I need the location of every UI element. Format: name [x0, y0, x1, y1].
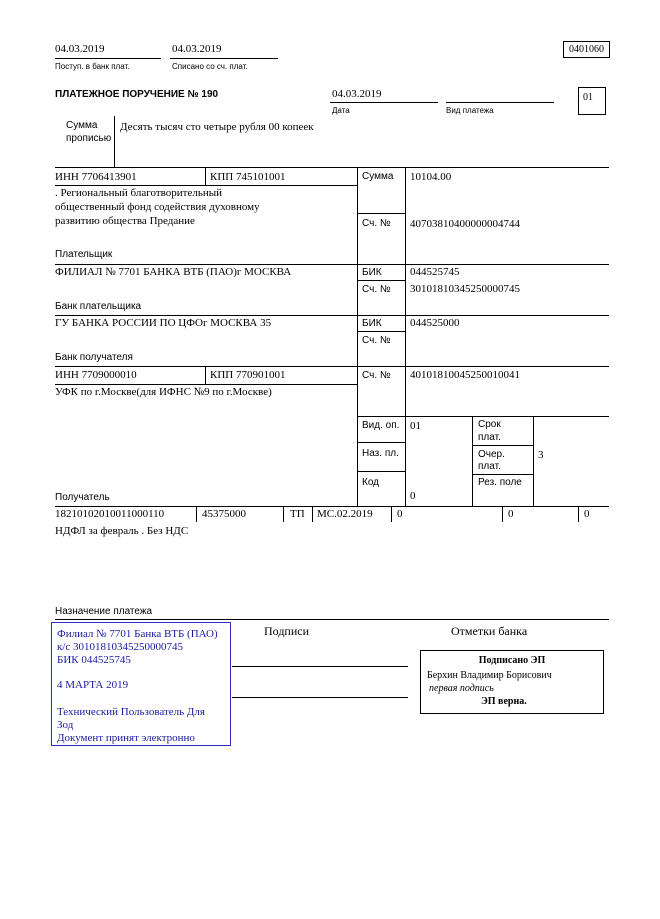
- queue-label-1: Очер.: [478, 449, 505, 460]
- payer-account-value: 40703810400000004744: [410, 218, 520, 230]
- basis-value: ТП: [290, 508, 305, 520]
- amount-words-label-1: Сумма: [66, 120, 98, 131]
- document-date: 04.03.2019: [332, 88, 382, 100]
- e-signature-title: Подписано ЭП: [478, 655, 546, 666]
- op-type-value: 01: [410, 420, 421, 432]
- payer-label: Плательщик: [55, 249, 113, 260]
- term-label-1: Срок: [478, 419, 501, 430]
- received-date: 04.03.2019: [55, 43, 105, 55]
- recipient-bank-account-label: Сч. №: [362, 335, 391, 346]
- doc-date-value: 0: [508, 508, 514, 520]
- bank-stamp-line-1: Филиал № 7701 Банка ВТБ (ПАО): [57, 628, 218, 640]
- recipient-bank-label: Банк получателя: [55, 352, 133, 363]
- payer-name-line-2: общественный фонд содействия духовному: [55, 201, 260, 213]
- recipient-account-label: Сч. №: [362, 370, 391, 381]
- e-signature-stamp: [420, 650, 604, 714]
- bank-marks-title: Отметки банка: [451, 624, 528, 638]
- oktmo-value: 45375000: [202, 508, 246, 520]
- payer-bank-bik-value: 044525745: [410, 266, 460, 278]
- payer-sum-label: Сумма: [362, 171, 394, 182]
- recipient-bank-bik-label: БИК: [362, 318, 382, 329]
- code-value: 0: [410, 490, 416, 502]
- queue-label-2: плат.: [478, 461, 501, 472]
- recipient-bank-bik-value: 044525000: [410, 317, 460, 329]
- tax-payment-type-value: 0: [584, 508, 590, 520]
- reserve-field-label: Рез. поле: [478, 477, 522, 488]
- payer-kpp: КПП 745101001: [210, 171, 286, 183]
- payer-bank-label: Банк плательщика: [55, 301, 142, 312]
- term-label-2: плат.: [478, 432, 501, 443]
- recipient-name: УФК по г.Москве(для ИФНС №9 по г.Москве): [55, 386, 272, 398]
- e-signature-role: первая подпись: [429, 683, 494, 694]
- payer-bank-account-label: Сч. №: [362, 284, 391, 295]
- purpose-label: Назначение платежа: [55, 606, 153, 617]
- payment-type-label: Вид платежа: [446, 106, 494, 115]
- document-date-label: Дата: [332, 106, 350, 115]
- payer-bank-bik-label: БИК: [362, 267, 382, 278]
- purpose-text: НДФЛ за февраль . Без НДС: [55, 525, 189, 537]
- recipient-kpp: КПП 770901001: [210, 369, 286, 381]
- form-code-box: 0401060: [563, 41, 610, 58]
- payer-account-label: Сч. №: [362, 218, 391, 229]
- op-type-label: Вид. оп.: [362, 420, 400, 431]
- bank-stamp-line-6: Зод: [57, 719, 74, 731]
- recipient-inn: ИНН 7709000010: [55, 369, 137, 381]
- received-date-label: Поступ. в банк плат.: [55, 62, 130, 71]
- queue-value: 3: [538, 449, 544, 461]
- document-title: ПЛАТЕЖНОЕ ПОРУЧЕНИЕ № 190: [55, 89, 219, 100]
- debited-date: 04.03.2019: [172, 43, 222, 55]
- payer-bank-account-value: 30101810345250000745: [410, 283, 520, 295]
- signatures-title: Подписи: [264, 624, 310, 638]
- payer-name-line-1: . Региональный благотворительный: [55, 187, 222, 199]
- doc-number-value: 0: [397, 508, 403, 520]
- code-label: Код: [362, 477, 380, 488]
- recipient-bank-name: ГУ БАНКА РОССИИ ПО ЦФОг МОСКВА 35: [55, 317, 272, 329]
- debited-date-label: Списано со сч. плат.: [172, 62, 248, 71]
- e-signature-verified: ЭП верна.: [481, 696, 527, 707]
- bank-stamp-line-7: Документ принят электронно: [57, 732, 195, 744]
- kbk-value: 18210102010011000110: [55, 508, 165, 520]
- bank-stamp-line-2: к/с 30101810345250000745: [57, 641, 184, 653]
- bank-stamp-line-4: 4 МАРТА 2019: [57, 679, 129, 691]
- bank-stamp: [51, 622, 231, 746]
- recipient-label: Получатель: [55, 492, 110, 503]
- amount-words-label-2: прописью: [66, 133, 112, 144]
- payer-inn: ИНН 7706413901: [55, 171, 137, 183]
- payer-status-box: 01: [578, 87, 606, 115]
- amount-words-value: Десять тысяч сто четыре рубля 00 копеек: [120, 121, 314, 133]
- bank-stamp-line-5: Технический Пользователь Для: [57, 706, 205, 718]
- tax-period-value: МС.02.2019: [317, 508, 373, 520]
- purpose-code-label: Наз. пл.: [362, 448, 399, 459]
- bank-stamp-line-3: БИК 044525745: [57, 654, 131, 666]
- payer-name-line-3: развитию общества Предание: [55, 215, 195, 227]
- recipient-account-value: 40101810045250010041: [410, 369, 520, 381]
- payer-sum-value: 10104.00: [410, 171, 452, 183]
- e-signature-signer: Берхин Владимир Борисович: [427, 670, 552, 681]
- payer-bank-name: ФИЛИАЛ № 7701 БАНКА ВТБ (ПАО)г МОСКВА: [55, 266, 292, 278]
